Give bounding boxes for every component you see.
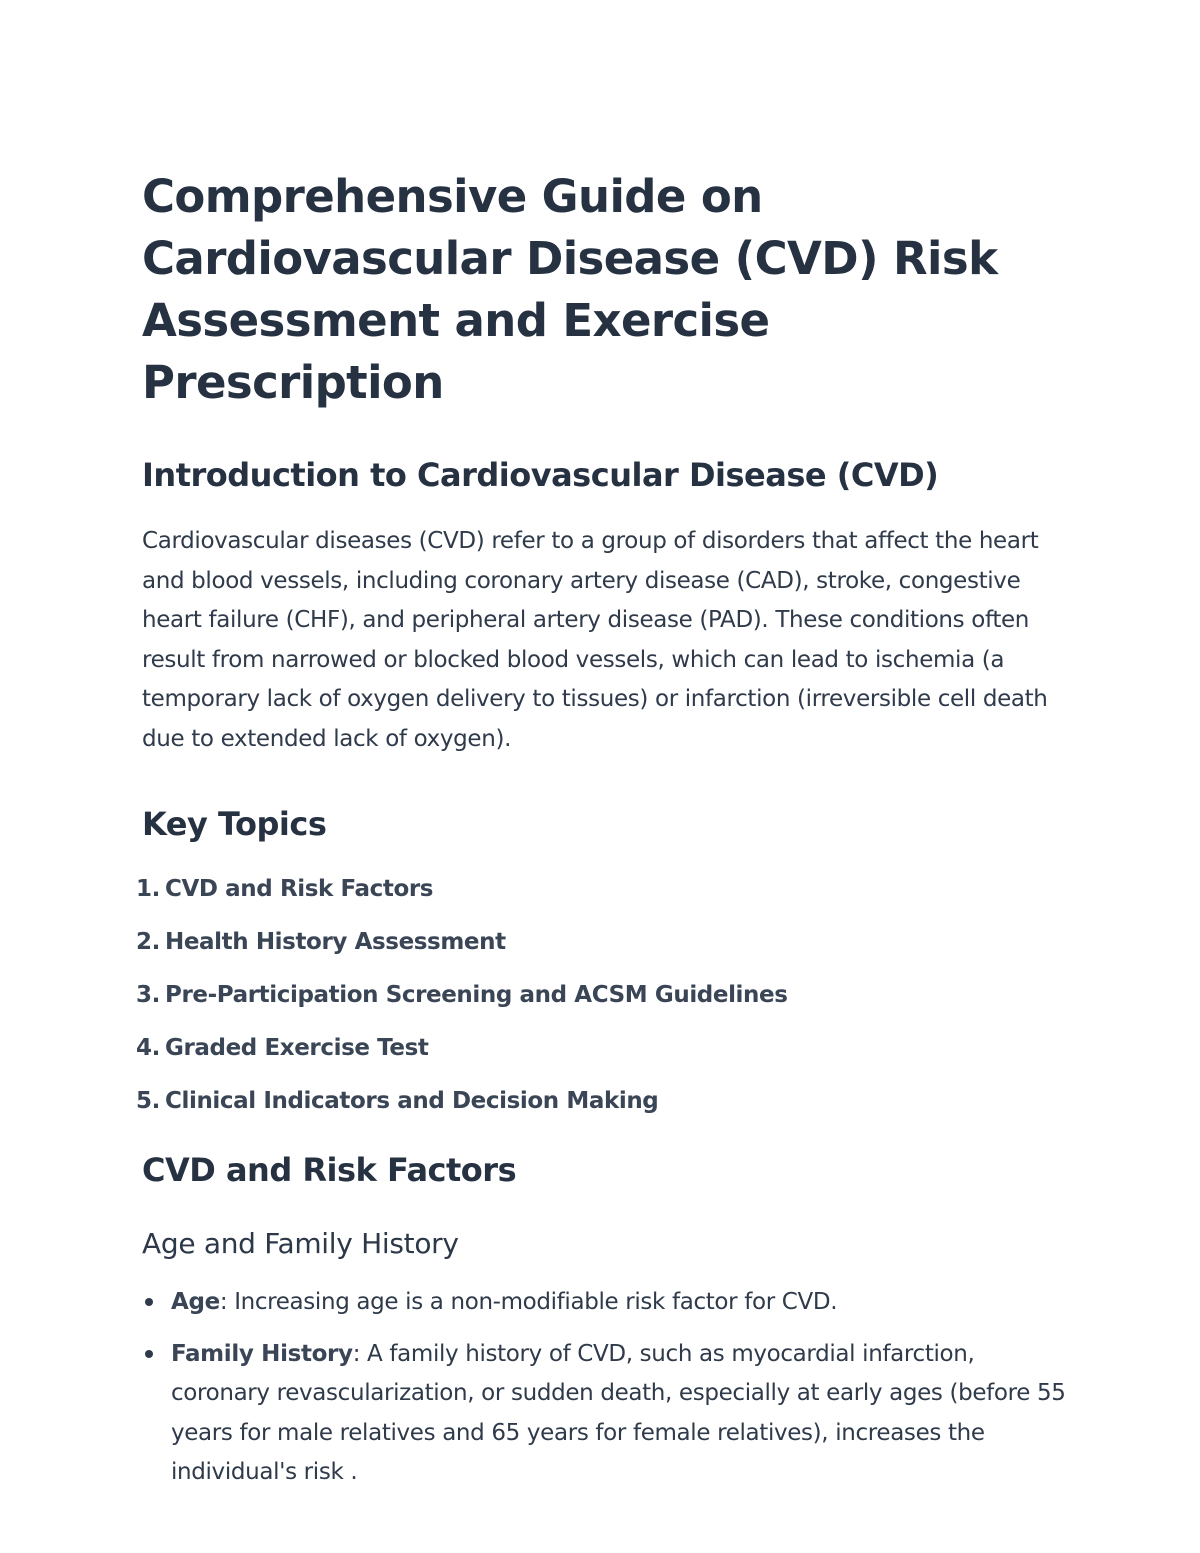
age-family-subheading: Age and Family History — [142, 1227, 459, 1260]
list-item-number: 2. — [136, 929, 160, 955]
list-item-number: 5. — [136, 1088, 160, 1114]
key-topics-heading: Key Topics — [142, 805, 327, 843]
list-item-label: Graded Exercise Test — [165, 1035, 429, 1061]
list-item-number: 4. — [136, 1035, 160, 1061]
list-item-label: Pre-Participation Screening and ACSM Guidelines — [165, 982, 788, 1008]
intro-heading: Introduction to Cardiovascular Disease (CVD) — [142, 456, 939, 494]
factor-text: : Increasing age is a non-modifiable risk factor for CVD. — [219, 1289, 838, 1315]
list-item — [136, 928, 1060, 956]
list-item-label: Health History Assessment — [165, 929, 506, 955]
intro-paragraph: Cardiovascular diseases (CVD) refer to a group of disorders that affect the heart and blood vessels, including coronary artery disease (CAD), stroke, congestive heart failure (CHF), and peripheral artery disease (PAD). These conditions often result from narrowed or blocked blood vessels, which can lead to ischemia (a temporary lack of oxygen delivery to tissues) or infarction (irreversible cell death due to extended lack of oxygen). — [142, 528, 1048, 752]
list-item — [136, 875, 1060, 903]
list-item-label: Clinical Indicators and Decision Making — [165, 1088, 659, 1114]
risk-factors-heading: CVD and Risk Factors — [142, 1151, 517, 1189]
page-title: Comprehensive Guide on Cardiovascular Disease (CVD) Risk Assessment and Exercise Prescription — [142, 170, 998, 409]
list-item — [142, 1283, 1071, 1323]
bullet-icon — [145, 1350, 153, 1358]
factor-text: : A family history of CVD, such as myocardial infarction, coronary revascularization, or sudden death, especially at early ages (before 55 years for male relatives and 65 years for female relatives), increases the individual's risk . — [171, 1340, 1066, 1485]
key-topics-list — [136, 875, 1060, 1115]
list-item — [142, 1335, 1071, 1493]
list-item-number: 3. — [136, 982, 160, 1008]
list-item — [136, 1034, 1060, 1062]
factor-term: Age — [171, 1289, 220, 1315]
list-item — [136, 1087, 1060, 1115]
factor-term: Family History — [171, 1340, 353, 1367]
risk-factors-list — [142, 1283, 1066, 1493]
list-item — [136, 981, 1060, 1009]
bullet-icon — [145, 1298, 153, 1306]
list-item-number: 1. — [136, 876, 160, 902]
list-item-label: CVD and Risk Factors — [165, 876, 434, 902]
